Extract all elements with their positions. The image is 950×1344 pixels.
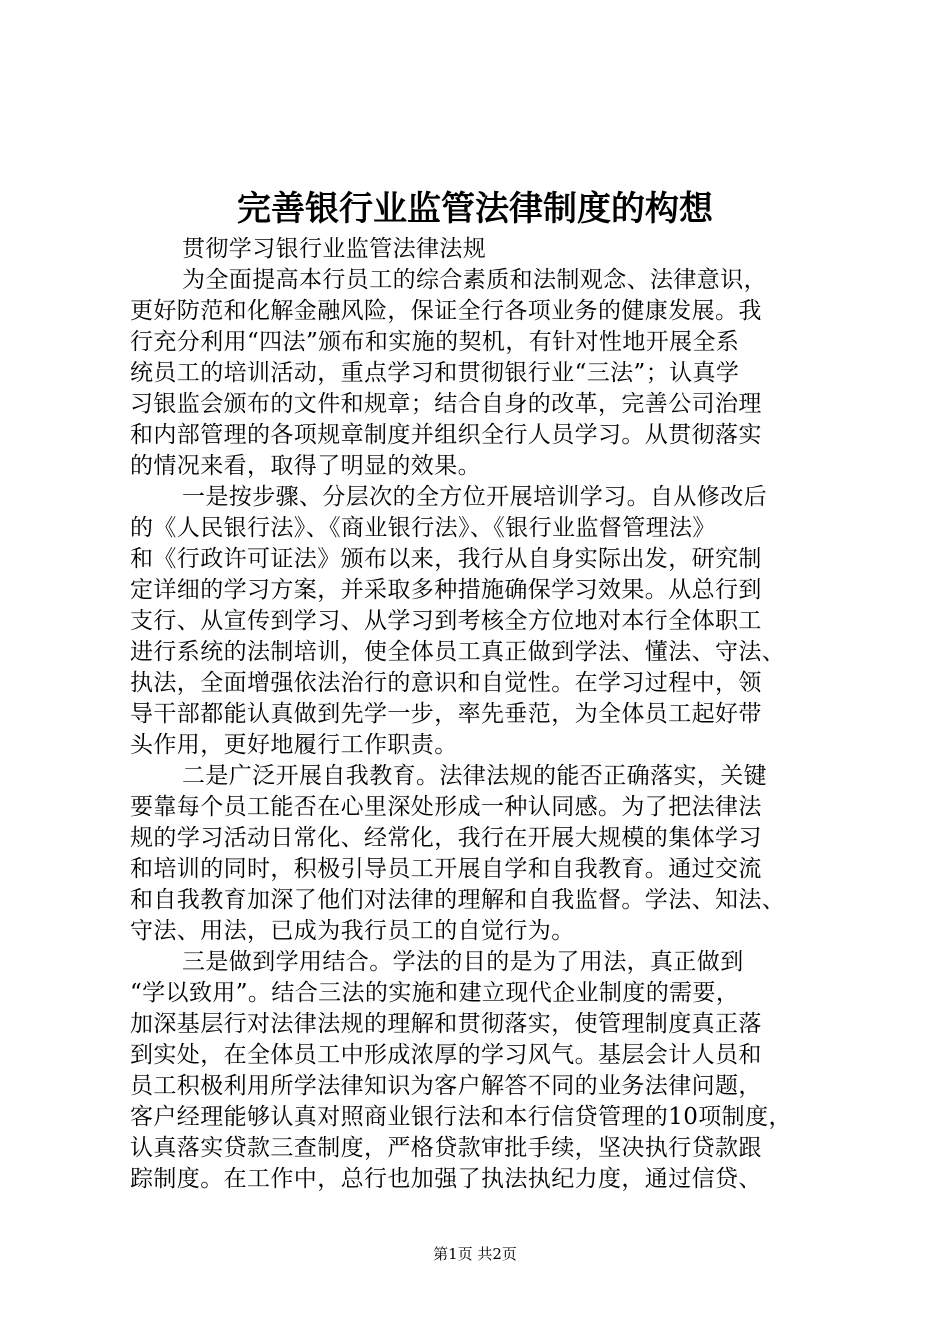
body-line: 一是按步骤、分层次的全方位开展培训学习。自从修改后 <box>182 484 767 510</box>
section-heading: 贯彻学习银行业监管法律法规 <box>182 236 487 262</box>
body-line: 更好防范和化解金融风险，保证全行各项业务的健康发展。我 <box>130 298 762 324</box>
body-line: 头作用，更好地履行工作职责。 <box>130 732 458 758</box>
body-line: 导干部都能认真做到先学一步，率先垂范，为全体员工起好带 <box>130 701 762 727</box>
body-line: “学以致用”。结合三法的实施和建立现代企业制度的需要， <box>130 980 740 1006</box>
body-line: 守法、用法，已成为我行员工的自觉行为。 <box>130 918 575 944</box>
body-line: 员工积极利用所学法律知识为客户解答不同的业务法律问题， <box>130 1073 762 1099</box>
body-line: 统员工的培训活动，重点学习和贯彻银行业“三法”；认真学 <box>130 360 740 386</box>
body-line: 的情况来看，取得了明显的效果。 <box>130 453 481 479</box>
document-body <box>130 234 830 1195</box>
body-line: 踪制度。在工作中，总行也加强了执法执纪力度，通过信贷、 <box>130 1166 762 1192</box>
body-line: 到实处，在全体员工中形成浓厚的学习风气。基层会计人员和 <box>130 1042 762 1068</box>
body-line: 和《行政许可证法》颁布以来，我行从自身实际出发，研究制 <box>130 546 762 572</box>
body-line: 二是广泛开展自我教育。法律法规的能否正确落实，关键 <box>182 763 767 789</box>
body-line: 执法，全面增强依法治行的意识和自觉性。在学习过程中，领 <box>130 670 762 696</box>
body-line: 规的学习活动日常化、经常化，我行在开展大规模的集体学习 <box>130 825 762 851</box>
body-line: 和内部管理的各项规章制度并组织全行人员学习。从贯彻落实 <box>130 422 762 448</box>
body-line: 的《人民银行法》、《商业银行法》、《银行业监督管理法》 <box>130 515 716 541</box>
body-line: 三是做到学用结合。学法的目的是为了用法，真正做到 <box>182 949 744 975</box>
body-line: 习银监会颁布的文件和规章；结合自身的改革，完善公司治理 <box>130 391 762 417</box>
body-line: 和培训的同时，积极引导员工开展自学和自我教育。通过交流 <box>130 856 762 882</box>
page-number: 第1页 共2页 <box>433 1245 517 1263</box>
body-line: 行充分利用“四法”颁布和实施的契机，有针对性地开展全系 <box>130 329 740 355</box>
document-title: 完善银行业监管法律制度的构想 <box>237 189 713 229</box>
body-line: 和自我教育加深了他们对法律的理解和自我监督。学法、知法、 <box>130 887 786 913</box>
body-line: 认真落实贷款三查制度，严格贷款审批手续，坚决执行贷款跟 <box>130 1135 762 1161</box>
body-line: 定详细的学习方案，并采取多种措施确保学习效果。从总行到 <box>130 577 762 603</box>
body-line: 为全面提高本行员工的综合素质和法制观念、法律意识， <box>182 267 767 293</box>
body-line: 要靠每个员工能否在心里深处形成一种认同感。为了把法律法 <box>130 794 762 820</box>
body-line: 进行系统的法制培训，使全体员工真正做到学法、懂法、守法、 <box>130 639 786 665</box>
body-line: 客户经理能够认真对照商业银行法和本行信贷管理的10项制度， <box>130 1104 792 1130</box>
body-line: 加深基层行对法律法规的理解和贯彻落实，使管理制度真正落 <box>130 1011 762 1037</box>
body-line: 支行、从宣传到学习、从学习到考核全方位地对本行全体职工 <box>130 608 762 634</box>
